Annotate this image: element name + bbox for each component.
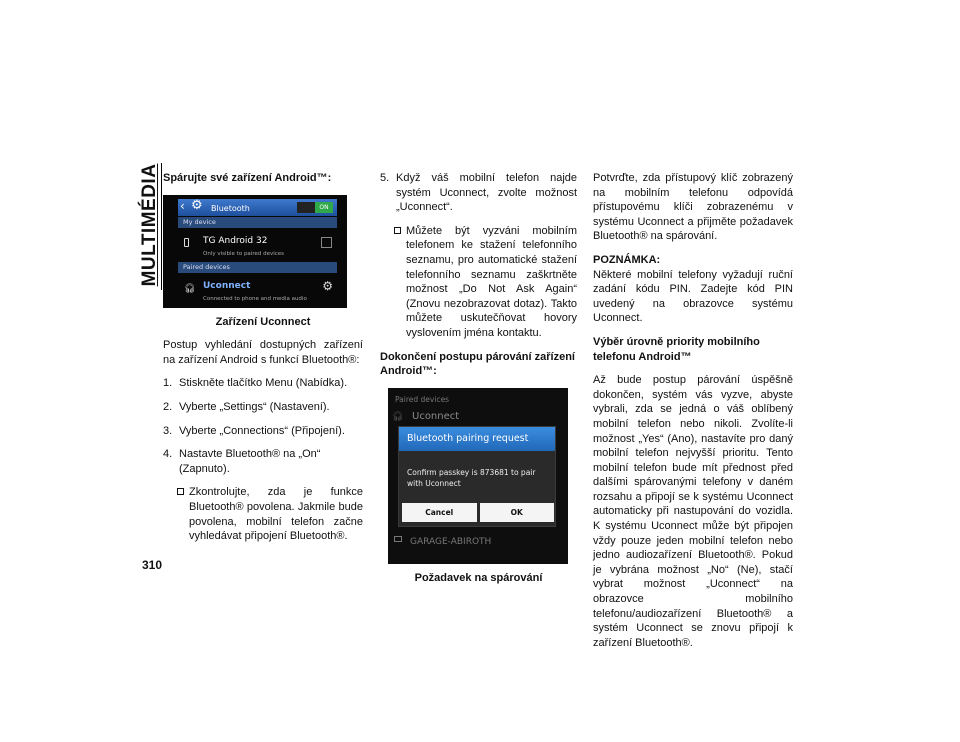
note-text: Některé mobilní telefony vyžadují ruční zadání kódu PIN. Zadejte kód PIN uvedený na obrazovce systému Uconnect.	[593, 268, 793, 325]
step-text: Nastavte Bluetooth® na „On“ (Zapnuto).	[179, 448, 321, 475]
second-device-label: GARAGE-ABIROTH	[410, 536, 492, 547]
section-side-tab	[140, 160, 160, 290]
my-device-header: My device	[178, 217, 337, 228]
side-rule	[161, 163, 162, 290]
paired-device-row	[178, 275, 337, 305]
figure-caption-2: Požadavek na spárování	[414, 571, 543, 584]
paired-devices-label: Paired devices	[395, 394, 450, 404]
ok-button: OK	[480, 503, 555, 522]
section-side-tab-label: MULTIMÉDIA	[139, 163, 160, 287]
back-icon: ‹	[180, 198, 185, 213]
headphones-icon: 🎧︎	[392, 411, 404, 422]
computer-icon	[394, 536, 402, 542]
bluetooth-screen-image	[163, 195, 347, 308]
pairing-heading: Spárujte své zařízení Android™:	[163, 172, 332, 184]
step-text: Když váš mobilní telefon najde systém Uconnect, zvolte možnost „Uconnect“.	[396, 172, 577, 214]
paired-device-status: Connected to phone and media audio	[203, 295, 307, 302]
phone-icon	[184, 238, 189, 247]
step-4-substep	[163, 485, 363, 543]
step-number: 2.	[163, 400, 173, 413]
bluetooth-title: Bluetooth	[211, 203, 250, 213]
pairing-request-screen-image	[388, 388, 568, 564]
step-number: 5.	[380, 172, 390, 184]
note-heading: POZNÁMKA:	[593, 253, 661, 266]
pairing-dialog	[398, 426, 556, 527]
step-number: 3.	[163, 424, 173, 437]
column-1	[163, 171, 363, 553]
intro-paragraph: Postup vyhledání dostupných zařízení na zařízení Android s funkcí Bluetooth®:	[163, 339, 363, 366]
step-item	[163, 424, 363, 439]
step-text: Vyberte „Connections“ (Připojení).	[179, 424, 345, 437]
step-number: 1.	[163, 377, 173, 390]
column-2	[380, 171, 577, 594]
step-number: 4.	[163, 448, 173, 461]
step-item	[163, 447, 363, 476]
settings-gear-icon: ⚙	[191, 197, 203, 213]
my-device-row	[178, 230, 337, 260]
cancel-button: Cancel	[402, 503, 477, 522]
step-item	[380, 171, 577, 215]
device-name: TG Android 32	[203, 235, 268, 246]
dialog-title: Bluetooth pairing request	[399, 427, 555, 451]
confirm-paragraph: Potvrďte, zda přístupový klíč zobrazený na mobilním telefonu odpovídá přístupovému klíči zobrazenému v systému Uconnect a přijměte požadavek Bluetooth® na spárování.	[593, 172, 793, 243]
completion-heading: Dokončení postupu párování zařízení Android™:	[380, 350, 575, 378]
uconnect-device-label: Uconnect	[412, 410, 460, 422]
steps-list	[163, 376, 363, 476]
substep-text: Můžete být vyzváni mobilním telefonem ke stažení telefonního seznamu, pro automatické stažení telefonního seznamu zaškrtněte možnost „Do Not Ask Again“ (Znovu nezobrazovat dotaz). Takto můžete uskutečňovat hovory vyslovením jména kontaktu.	[406, 224, 577, 339]
column-3	[593, 171, 793, 659]
figure-caption-1: Zařízení Uconnect	[215, 315, 311, 328]
device-visibility: Only visible to paired devices	[203, 250, 285, 257]
steps-list-2	[380, 171, 577, 215]
headphones-icon: 🎧︎	[184, 283, 196, 294]
device-settings-icon: ⚙	[322, 278, 333, 293]
square-bullet-icon	[177, 488, 184, 495]
dialog-message: Confirm passkey is 873681 to pair with Uconnect	[407, 467, 536, 488]
visibility-checkbox	[321, 237, 332, 248]
page-number: 310	[142, 558, 163, 572]
bluetooth-title-bar	[178, 199, 337, 216]
square-bullet-icon	[394, 227, 401, 234]
priority-heading: Výběr úrovně priority mobilního telefonu Android™	[593, 335, 760, 363]
step-item	[163, 376, 363, 391]
step-5-substep	[380, 224, 577, 341]
step-item	[163, 400, 363, 415]
toggle-on-label: ON	[315, 202, 333, 213]
dialog-buttons	[402, 503, 554, 522]
bluetooth-toggle	[297, 202, 333, 213]
substep-text: Zkontrolujte, zda je funkce Bluetooth® povolena. Jakmile bude povolena, mobilní telefon začne vyhledávat připojení Bluetooth®.	[189, 486, 363, 543]
step-text: Vyberte „Settings“ (Nastavení).	[179, 400, 330, 413]
paired-devices-header: Paired devices	[178, 262, 337, 273]
step-text: Stiskněte tlačítko Menu (Nabídka).	[179, 377, 348, 390]
paired-device-name: Uconnect	[203, 280, 251, 291]
priority-paragraph: Až bude postup párování úspěšně dokončen, systém vás vyzve, abyste vybrali, zda se jedná o váš oblíbený mobilní telefon nebo nikoli. Zvolíte-li možnost „Yes“ (Ano), nastavíte pro daný mobilní telefon nejvyšší prioritu. Tento mobilní telefon bude mít přednost před dalšími spárovanými telefony v daném rozsahu a připojí se k systému Uconnect automaticky při nastupování do vozidla. K systému Uconnect může být připojen vždy pouze jeden mobilní telefon nebo jedno audiozařízení Bluetooth®. Pokud je vybrána možnost „No“ (Ne), stačí vybrat možnost „Uconnect“ na obrazovce mobilního telefonu/audiozařízení Bluetooth® a systém Uconnect se znovu připojí k zařízení Bluetooth®.	[593, 374, 793, 649]
